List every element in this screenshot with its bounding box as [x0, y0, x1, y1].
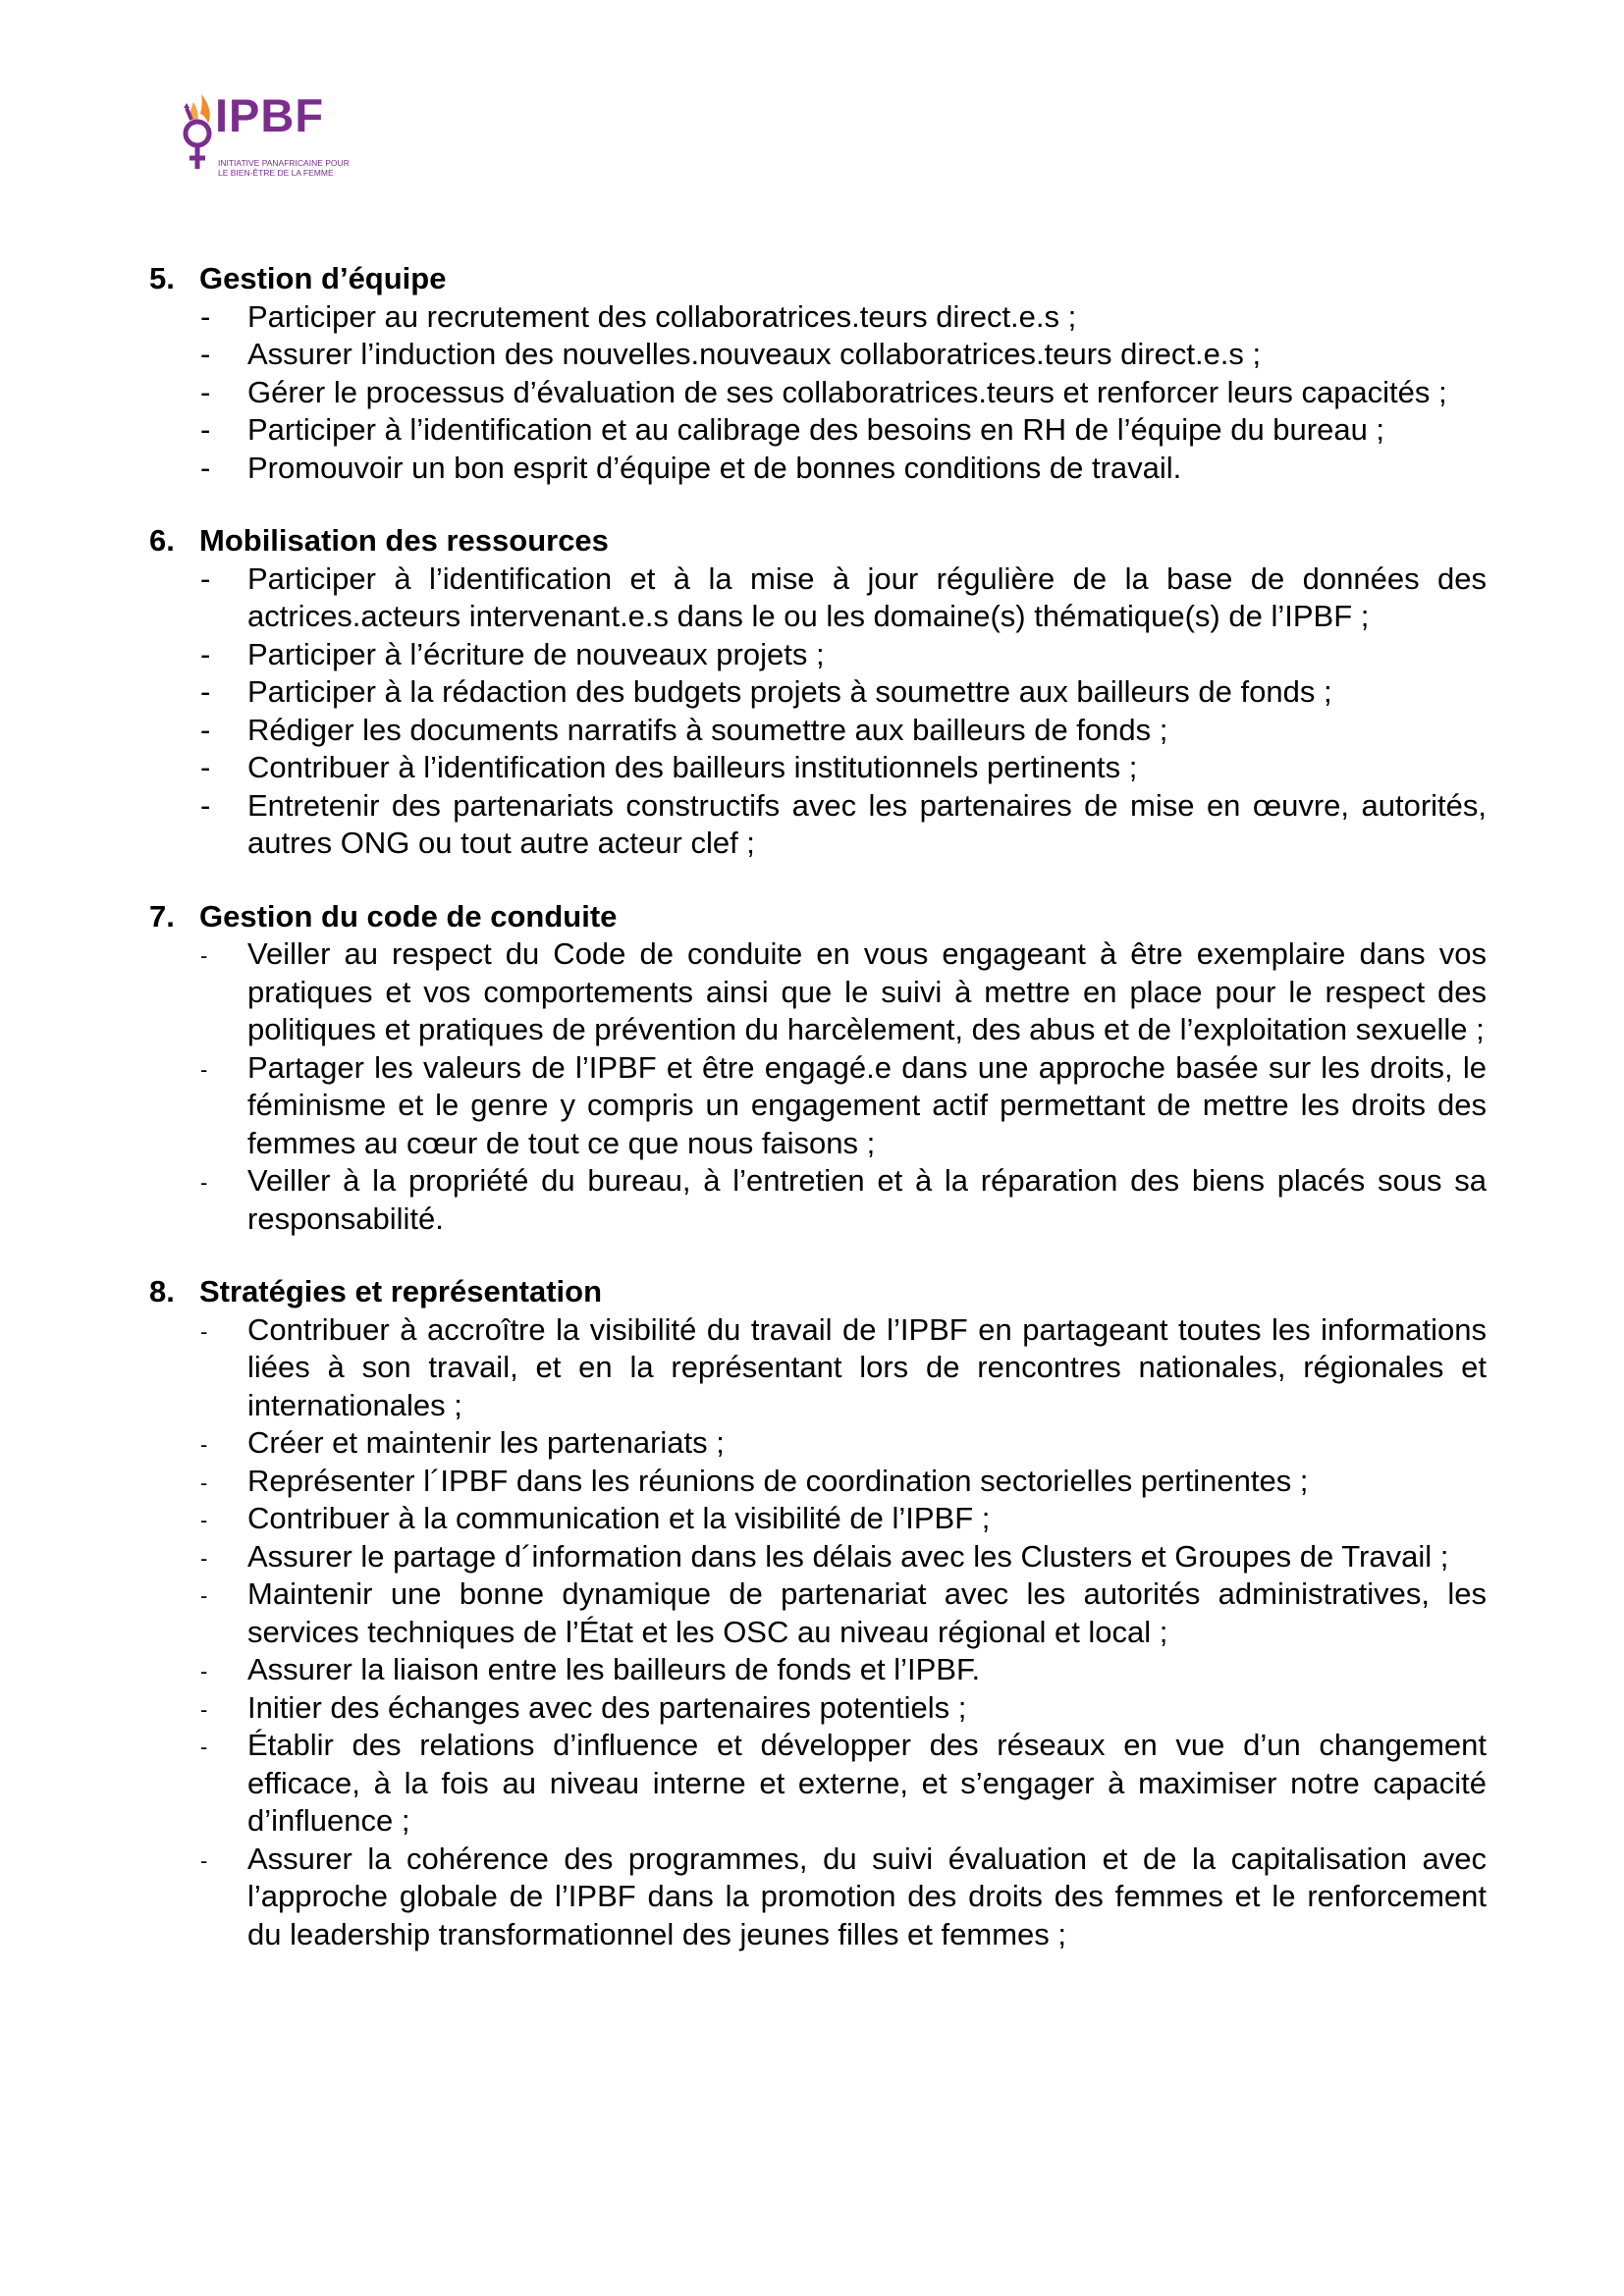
dash-bullet: -	[200, 1735, 208, 1759]
dash-bullet: -	[200, 1545, 208, 1571]
dash-bullet: -	[200, 561, 211, 596]
section-gestion-equipe	[149, 260, 1487, 487]
list-item	[149, 1727, 1487, 1841]
list-item	[149, 1311, 1487, 1425]
list-item-text: Établir des relations d’influence et développer des réseaux en vue d’un changement efficace, à la fois au niveau interne et externe, et s’engager à maximiser notre capacité d’influence ;	[247, 1728, 1487, 1838]
section-code-conduite	[149, 898, 1487, 1239]
list-item-text: Rédiger les documents narratifs à soumettre aux bailleurs de fonds ;	[247, 712, 1168, 747]
list-item	[149, 1463, 1487, 1501]
section-number: 6.	[149, 523, 175, 558]
list-item	[149, 1500, 1487, 1538]
dash-bullet: -	[200, 1170, 208, 1195]
section-heading	[149, 522, 1487, 561]
list-item-text: Promouvoir un bon esprit d’équipe et de bonnes conditions de travail.	[247, 450, 1182, 485]
section-number: 5.	[149, 261, 175, 295]
list-item	[149, 1651, 1487, 1689]
ipbf-logo	[180, 90, 376, 188]
list-item	[149, 561, 1487, 636]
dash-bullet: -	[200, 1659, 208, 1683]
dash-bullet: -	[200, 412, 211, 447]
list-item-text: Assurer la cohérence des programmes, du suivi évaluation et de la capitalisation avec l’approche globale de l’IPBF dans la promotion des droits des femmes et le renforcement du leadership transformationnel des jeunes filles et femmes ;	[247, 1841, 1487, 1951]
dash-bullet: -	[200, 1847, 208, 1873]
list-item-text: Contribuer à la communication et la visibilité de l’IPBF ;	[247, 1501, 991, 1535]
list-item	[149, 636, 1487, 674]
list-item	[149, 411, 1487, 450]
section-mobilisation-ressources	[149, 522, 1487, 863]
dash-bullet: -	[200, 943, 208, 968]
section-number: 7.	[149, 898, 175, 934]
list-item-text: Assurer l’induction des nouvelles.nouveaux collaboratrices.teurs direct.e.s ;	[247, 337, 1262, 371]
dash-bullet: -	[200, 1508, 208, 1532]
list-item-text: Participer à l’identification et à la mise à jour régulière de la base de données des actrices.acteurs intervenant.e.s dans le ou les domaine(s) thématique(s) de l’IPBF ;	[247, 561, 1487, 633]
logo-tagline-1: INITIATIVE PANAFRICAINE POUR	[218, 158, 350, 168]
section-strategies-representation	[149, 1273, 1487, 1953]
section-title: Mobilisation des ressources	[199, 523, 609, 558]
section-heading	[149, 898, 1487, 936]
section-number: 8.	[149, 1274, 175, 1308]
list-item-text: Assurer la liaison entre les bailleurs de fonds et l’IPBF.	[247, 1652, 981, 1686]
venus-flame-icon	[180, 90, 219, 184]
list-item-text: Veiller à la propriété du bureau, à l’entretien et à la réparation des biens placés sous sa responsabilité.	[247, 1163, 1487, 1236]
list-item-text: Participer à l’écriture de nouveaux projets ;	[247, 636, 825, 671]
list-item	[149, 1538, 1487, 1576]
list-item-text: Participer au recrutement des collaboratrices.teurs direct.e.s ;	[247, 298, 1077, 334]
list-item	[149, 1575, 1487, 1651]
logo-tagline-2: LE BIEN-ÊTRE DE LA FEMME	[218, 168, 334, 178]
dash-bullet: -	[200, 1432, 208, 1457]
section-title: Gestion d’équipe	[199, 261, 447, 295]
list-item-text: Participer à la rédaction des budgets projets à soumettre aux bailleurs de fonds ;	[247, 674, 1332, 709]
dash-bullet: -	[200, 374, 211, 409]
bullet-list	[149, 935, 1487, 1238]
dash-bullet: -	[200, 298, 211, 334]
bullet-list	[149, 1311, 1487, 1954]
dash-bullet: -	[200, 750, 211, 784]
dash-bullet: -	[200, 1583, 208, 1608]
list-item-text: Créer et maintenir les partenariats ;	[247, 1425, 725, 1460]
bullet-list	[149, 561, 1487, 863]
section-title: Gestion du code de conduite	[199, 898, 618, 934]
list-item	[149, 298, 1487, 337]
section-heading	[149, 260, 1487, 298]
list-item	[149, 1689, 1487, 1728]
document-body	[149, 260, 1487, 1989]
list-item-text: Partager les valeurs de l’IPBF et être engagé.e dans une approche basée sur les droits, le féminisme et le genre y compris un engagement actif permettant de mettre les droits des femmes au cœur de tout ce que nous faisons ;	[247, 1049, 1487, 1160]
list-item	[149, 1162, 1487, 1238]
list-item-text: Maintenir une bonne dynamique de partenariat avec les autorités administratives, les services techniques de l’État et les OSC au niveau régional et local ;	[247, 1576, 1487, 1649]
list-item-text: Contribuer à l’identification des bailleurs institutionnels pertinents ;	[247, 750, 1138, 784]
dash-bullet: -	[200, 636, 211, 671]
dash-bullet: -	[200, 337, 211, 371]
dash-bullet: -	[200, 1056, 208, 1082]
list-item	[149, 1049, 1487, 1163]
list-item-text: Veiller au respect du Code de conduite en vous engageant à être exemplaire dans vos pratiques et vos comportements ainsi que le suivi à mettre en place pour le respect des politiques et pratiques de prévention du harcèlement, des abus et de l’exploitation sexuelle ;	[247, 936, 1487, 1046]
list-item	[149, 935, 1487, 1049]
dash-bullet: -	[200, 1318, 208, 1344]
section-heading	[149, 1273, 1487, 1311]
list-item-text: Participer à l’identification et au calibrage des besoins en RH de l’équipe du bureau ;	[247, 412, 1385, 447]
dash-bullet: -	[200, 787, 211, 823]
list-item-text: Entretenir des partenariats constructifs avec les partenaires de mise en œuvre, autorités, autres ONG ou tout autre acteur clef ;	[247, 787, 1487, 860]
list-item	[149, 1424, 1487, 1463]
list-item-text: Assurer le partage d´information dans les délais avec les Clusters et Groupes de Travail ;	[247, 1538, 1449, 1574]
bullet-list	[149, 298, 1487, 488]
dash-bullet: -	[200, 712, 211, 747]
dash-bullet: -	[200, 1696, 208, 1722]
dash-bullet: -	[200, 450, 211, 485]
list-item	[149, 712, 1487, 750]
list-item	[149, 673, 1487, 712]
list-item-text: Représenter l´IPBF dans les réunions de coordination sectorielles pertinentes ;	[247, 1463, 1309, 1498]
section-title: Stratégies et représentation	[199, 1274, 603, 1308]
list-item-text: Initier des échanges avec des partenaires potentiels ;	[247, 1689, 967, 1725]
dash-bullet: -	[200, 1469, 208, 1495]
list-item	[149, 1841, 1487, 1954]
list-item-text: Contribuer à accroître la visibilité du travail de l’IPBF en partageant toutes les informations liées à son travail, et en la représentant lors de rencontres nationales, régionales et internationales ;	[247, 1311, 1487, 1422]
list-item	[149, 336, 1487, 374]
list-item	[149, 374, 1487, 412]
dash-bullet: -	[200, 674, 211, 709]
logo-wordmark: IPBF	[215, 89, 325, 141]
list-item-text: Gérer le processus d’évaluation de ses collaboratrices.teurs et renforcer leurs capacités ;	[247, 374, 1447, 409]
list-item	[149, 749, 1487, 787]
list-item	[149, 787, 1487, 863]
list-item	[149, 450, 1487, 488]
